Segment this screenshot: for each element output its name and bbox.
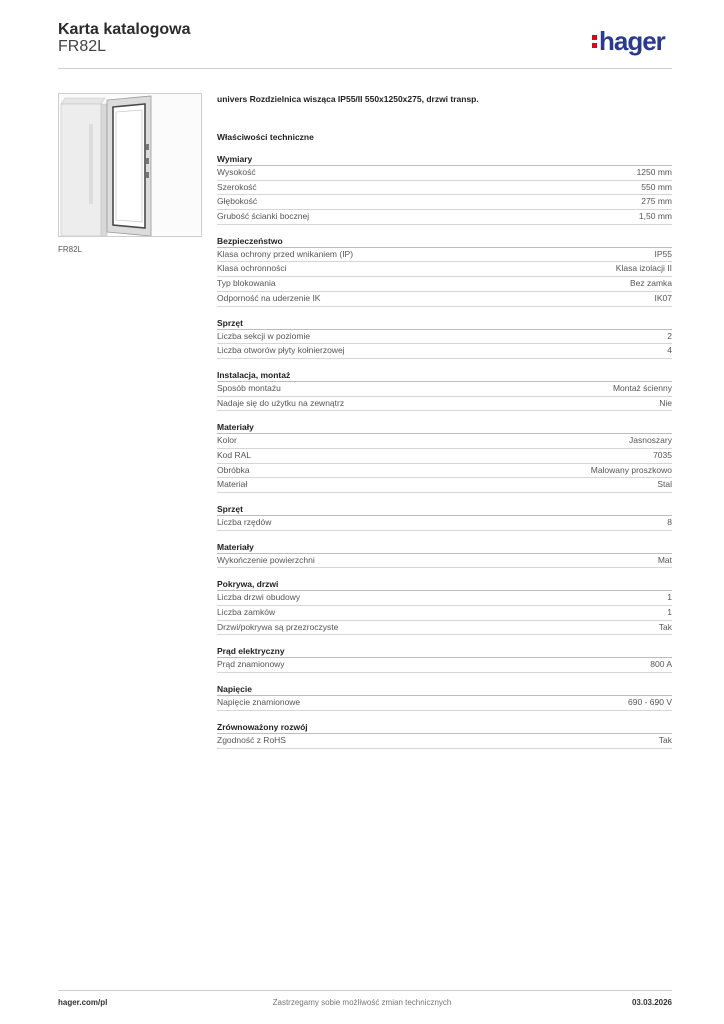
spec-label: Obróbka <box>217 464 250 475</box>
spec-value: 1,50 mm <box>638 211 672 222</box>
spec-value: IP55 <box>654 248 672 259</box>
section-title: Wymiary <box>217 153 672 166</box>
spec-label: Liczba otworów płyty kołnierzowej <box>217 345 345 356</box>
spec-value: 550 mm <box>641 181 672 192</box>
spec-label: Szerokość <box>217 181 257 192</box>
spec-row <box>217 344 672 359</box>
spec-label: Kod RAL <box>217 449 252 460</box>
spec-row <box>217 181 672 196</box>
spec-label: Kolor <box>217 435 237 446</box>
spec-value: Malowany proszkowo <box>590 464 672 475</box>
spec-value: 275 mm <box>641 196 672 207</box>
spec-label: Liczba rzędów <box>217 517 272 527</box>
section-spacer <box>217 711 672 721</box>
spec-row <box>217 195 672 210</box>
section-title: Zrównoważony rozwój <box>217 721 672 734</box>
spec-label: Sposób montażu <box>217 382 281 393</box>
spec-label: Wysokość <box>217 167 256 177</box>
spec-row <box>217 516 672 531</box>
section-title: Materiały <box>217 421 672 434</box>
section-spacer <box>217 673 672 683</box>
footer-divider <box>58 990 672 991</box>
spec-label: Liczba sekcji w poziomie <box>217 330 311 341</box>
spec-value: Klasa izolacji II <box>615 263 672 274</box>
section-spacer <box>217 359 672 369</box>
spec-row <box>217 292 672 307</box>
spec-row <box>217 554 672 569</box>
spec-label: Wykończenie powierzchni <box>217 554 315 565</box>
section-spacer <box>217 493 672 503</box>
spec-value: 800 A <box>650 659 672 670</box>
spec-label: Zgodność z RoHS <box>217 734 286 745</box>
footer-url-link[interactable]: hager.com/pl <box>58 998 108 1007</box>
section-title: Instalacja, montaż <box>217 369 672 382</box>
spec-row <box>217 696 672 711</box>
spec-row <box>217 382 672 397</box>
section-spacer <box>217 635 672 645</box>
section-spacer <box>217 531 672 541</box>
logo-dots-icon <box>592 35 597 48</box>
spec-sections <box>217 153 672 759</box>
spec-row <box>217 734 672 749</box>
spec-value: 7035 <box>653 449 672 460</box>
spec-row <box>217 397 672 412</box>
spec-row <box>217 166 672 181</box>
spec-row <box>217 449 672 464</box>
spec-label: Odporność na uderzenie IK <box>217 292 321 303</box>
section-title: Sprzęt <box>217 503 672 516</box>
section-title: Prąd elektryczny <box>217 645 672 658</box>
spec-row <box>217 248 672 263</box>
spec-label: Typ blokowania <box>217 278 276 289</box>
spec-row <box>217 606 672 621</box>
product-image <box>58 93 202 237</box>
section-title: Pokrywa, drzwi <box>217 578 672 591</box>
spec-row <box>217 210 672 225</box>
spec-row <box>217 277 672 292</box>
distribution-cabinet-icon <box>59 94 201 236</box>
tech-properties-heading: Właściwości techniczne <box>217 132 314 142</box>
product-image-caption: FR82L <box>58 245 83 254</box>
spec-label: Głębokość <box>217 196 258 207</box>
section-spacer <box>217 568 672 578</box>
spec-label: Napięcie znamionowe <box>217 697 301 708</box>
spec-row <box>217 464 672 479</box>
spec-row <box>217 262 672 277</box>
spec-value: Stal <box>657 479 672 490</box>
spec-row <box>217 330 672 345</box>
spec-value: 8 <box>667 517 672 527</box>
spec-value: Bez zamka <box>629 278 672 289</box>
spec-value: 1 <box>667 607 672 618</box>
product-code: FR82L <box>58 38 107 55</box>
spec-value: 1 <box>667 592 672 603</box>
spec-value: IK07 <box>654 292 672 303</box>
section-title: Materiały <box>217 541 672 554</box>
spec-value: Mat <box>657 554 672 565</box>
footer-date: 03.03.2026 <box>631 998 672 1007</box>
section-spacer <box>217 307 672 317</box>
spec-row <box>217 478 672 493</box>
spec-content <box>217 94 672 759</box>
spec-value: Tak <box>658 621 672 632</box>
spec-value: Montaż ścienny <box>612 382 672 393</box>
spec-row <box>217 434 672 449</box>
spec-label: Materiał <box>217 479 248 490</box>
spec-label: Nadaje się do użytku na zewnątrz <box>217 397 345 408</box>
section-spacer <box>217 225 672 235</box>
section-title: Bezpieczeństwo <box>217 235 672 248</box>
spec-value: 690 - 690 V <box>628 697 672 708</box>
hager-logo[interactable] <box>592 26 665 56</box>
spec-row <box>217 591 672 606</box>
spec-value: 4 <box>667 345 672 356</box>
spec-value: Jasnoszary <box>629 435 672 446</box>
section-spacer <box>217 411 672 421</box>
section-title: Napięcie <box>217 683 672 696</box>
spec-value: Nie <box>659 397 672 408</box>
spec-label: Liczba drzwi obudowy <box>217 592 301 603</box>
page-title: Karta katalogowa <box>58 21 191 38</box>
section-title: Sprzęt <box>217 317 672 330</box>
spec-label: Prąd znamionowy <box>217 659 285 670</box>
header-divider <box>58 68 672 69</box>
spec-value: 1250 mm <box>636 167 672 177</box>
spec-row <box>217 621 672 636</box>
product-description: univers Rozdzielnica wisząca IP55/II 550x1250x275, drzwi transp. <box>217 94 479 104</box>
spec-label: Drzwi/pokrywa są przezroczyste <box>217 621 339 632</box>
spec-value: 2 <box>667 330 672 341</box>
footer-note: Zastrzegamy sobie możliwość zmian technicznych <box>272 998 452 1007</box>
spec-label: Liczba zamków <box>217 607 276 618</box>
spec-value: Tak <box>658 734 672 745</box>
spec-label: Klasa ochrony przed wnikaniem (IP) <box>217 248 354 259</box>
spec-label: Grubość ścianki bocznej <box>217 211 310 222</box>
section-spacer <box>217 749 672 759</box>
spec-label: Klasa ochronności <box>217 263 287 274</box>
spec-row <box>217 658 672 673</box>
logo-text: hager <box>599 26 665 56</box>
